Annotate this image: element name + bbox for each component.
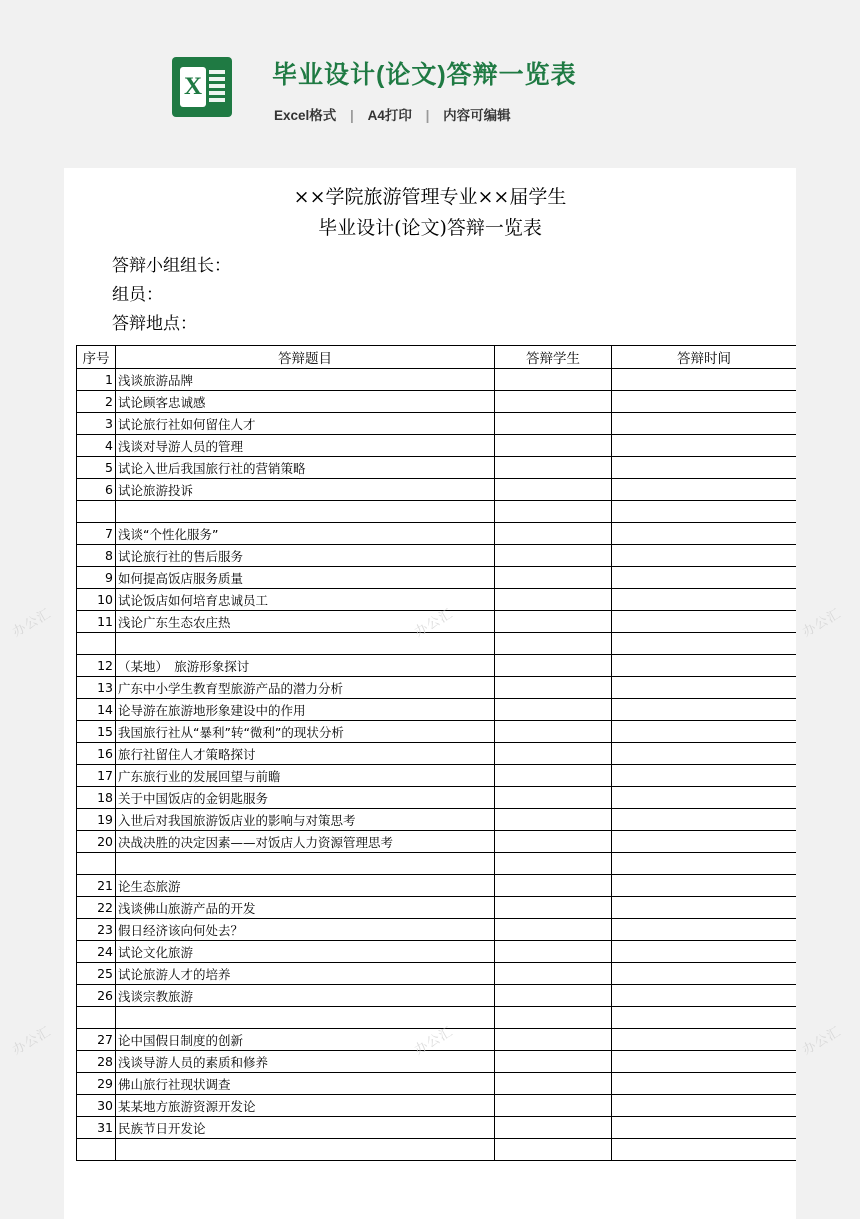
cell-time[interactable] — [612, 941, 797, 963]
cell-title[interactable]: 试论入世后我国旅行社的营销策略 — [116, 457, 495, 479]
cell-no[interactable]: 18 — [77, 787, 116, 809]
cell-no[interactable]: 4 — [77, 435, 116, 457]
cell-title[interactable]: 入世后对我国旅游饭店业的影响与对策思考 — [116, 809, 495, 831]
cell-no[interactable] — [77, 633, 116, 655]
table-row-blank — [77, 501, 797, 523]
cell-no[interactable]: 14 — [77, 699, 116, 721]
cell-time[interactable] — [612, 589, 797, 611]
cell-title[interactable]: 如何提高饭店服务质量 — [116, 567, 495, 589]
cell-no[interactable]: 28 — [77, 1051, 116, 1073]
cell-no[interactable]: 7 — [77, 523, 116, 545]
cell-student[interactable] — [495, 919, 612, 941]
meta-edit: 内容可编辑 — [443, 108, 511, 123]
cell-title[interactable]: 佛山旅行社现状调查 — [116, 1073, 495, 1095]
cell-title[interactable]: 论中国假日制度的创新 — [116, 1029, 495, 1051]
cell-student[interactable] — [495, 435, 612, 457]
cell-title[interactable]: 论生态旅游 — [116, 875, 495, 897]
cell-time[interactable] — [612, 611, 797, 633]
cell-student[interactable] — [495, 1051, 612, 1073]
watermark: 办公汇 — [800, 1024, 844, 1059]
cell-time[interactable] — [612, 985, 797, 1007]
cell-title[interactable] — [116, 1139, 495, 1161]
cell-time[interactable] — [612, 919, 797, 941]
column-header-time: 答辩时间 — [612, 346, 797, 369]
cell-time[interactable] — [612, 1117, 797, 1139]
document-preview — [64, 168, 796, 1219]
table-row — [77, 369, 797, 391]
table-row — [77, 655, 797, 677]
cell-no[interactable]: 27 — [77, 1029, 116, 1051]
cell-title[interactable]: 论导游在旅游地形象建设中的作用 — [116, 699, 495, 721]
document-title — [64, 182, 796, 244]
cell-title[interactable]: 某某地方旅游资源开发论 — [116, 1095, 495, 1117]
cell-time[interactable] — [612, 765, 797, 787]
cell-no[interactable]: 24 — [77, 941, 116, 963]
cell-no[interactable] — [77, 501, 116, 523]
watermark: 办公汇 — [10, 1024, 54, 1059]
cell-no[interactable]: 16 — [77, 743, 116, 765]
cell-time[interactable] — [612, 1095, 797, 1117]
cell-no[interactable]: 22 — [77, 897, 116, 919]
table-row-blank — [77, 633, 797, 655]
cell-title[interactable]: 试论旅游人才的培养 — [116, 963, 495, 985]
cell-title[interactable]: 浅论广东生态农庄热 — [116, 611, 495, 633]
cell-no[interactable]: 17 — [77, 765, 116, 787]
cell-title[interactable]: 浅谈导游人员的素质和修养 — [116, 1051, 495, 1073]
cell-student[interactable] — [495, 633, 612, 655]
cell-title[interactable]: 浅谈佛山旅游产品的开发 — [116, 897, 495, 919]
cell-time[interactable] — [612, 853, 797, 875]
table-row — [77, 589, 797, 611]
cell-student[interactable] — [495, 545, 612, 567]
cell-title[interactable]: 试论文化旅游 — [116, 941, 495, 963]
document-fields — [64, 252, 796, 339]
table-row — [77, 567, 797, 589]
cell-student[interactable] — [495, 1095, 612, 1117]
cell-title[interactable]: 浅谈旅游品牌 — [116, 369, 495, 391]
cell-time[interactable] — [612, 369, 797, 391]
field-location: 答辩地点： — [112, 314, 197, 334]
cell-student[interactable] — [495, 369, 612, 391]
cell-student[interactable] — [495, 479, 612, 501]
table-row — [77, 919, 797, 941]
document-title-line2: 毕业设计(论文)答辩一览表 — [318, 217, 542, 239]
cell-time[interactable] — [612, 479, 797, 501]
page-header — [0, 0, 860, 150]
cell-student[interactable] — [495, 391, 612, 413]
cell-time[interactable] — [612, 545, 797, 567]
cell-time[interactable] — [612, 1139, 797, 1161]
table-row — [77, 897, 797, 919]
cell-title[interactable]: 广东中小学生教育型旅游产品的潜力分析 — [116, 677, 495, 699]
page-subtitle — [274, 104, 511, 124]
cell-time[interactable] — [612, 721, 797, 743]
table-row — [77, 1117, 797, 1139]
cell-title[interactable] — [116, 1007, 495, 1029]
cell-title[interactable] — [116, 633, 495, 655]
table-row — [77, 1051, 797, 1073]
cell-title[interactable] — [116, 853, 495, 875]
table-row — [77, 413, 797, 435]
cell-title[interactable]: 试论旅行社如何留住人才 — [116, 413, 495, 435]
cell-title[interactable]: 假日经济该向何处去？ — [116, 919, 495, 941]
cell-time[interactable] — [612, 1029, 797, 1051]
cell-title[interactable]: 试论旅行社的售后服务 — [116, 545, 495, 567]
cell-no[interactable] — [77, 1139, 116, 1161]
cell-student[interactable] — [495, 765, 612, 787]
table-row — [77, 1073, 797, 1095]
cell-student[interactable] — [495, 457, 612, 479]
table-row — [77, 457, 797, 479]
cell-no[interactable]: 6 — [77, 479, 116, 501]
table-row — [77, 699, 797, 721]
table-row — [77, 985, 797, 1007]
table-row — [77, 809, 797, 831]
cell-no[interactable]: 5 — [77, 457, 116, 479]
cell-student[interactable] — [495, 743, 612, 765]
cell-no[interactable]: 21 — [77, 875, 116, 897]
cell-student[interactable] — [495, 1073, 612, 1095]
cell-student[interactable] — [495, 699, 612, 721]
cell-student[interactable] — [495, 831, 612, 853]
field-group-members: 组员： — [112, 285, 163, 305]
table-row — [77, 435, 797, 457]
cell-no[interactable] — [77, 1007, 116, 1029]
table-row — [77, 479, 797, 501]
column-header-student: 答辩学生 — [495, 346, 612, 369]
cell-time[interactable] — [612, 1007, 797, 1029]
table-row — [77, 677, 797, 699]
cell-no[interactable]: 25 — [77, 963, 116, 985]
cell-title[interactable] — [116, 501, 495, 523]
cell-no[interactable]: 8 — [77, 545, 116, 567]
cell-time[interactable] — [612, 655, 797, 677]
defense-table — [76, 345, 796, 1161]
cell-student[interactable] — [495, 1029, 612, 1051]
table-header-row — [77, 346, 797, 369]
cell-time[interactable] — [612, 1073, 797, 1095]
table-body — [77, 369, 797, 1161]
cell-no[interactable]: 2 — [77, 391, 116, 413]
table-row — [77, 1029, 797, 1051]
cell-title[interactable]: 浅谈宗教旅游 — [116, 985, 495, 1007]
table-row — [77, 765, 797, 787]
cell-no[interactable]: 13 — [77, 677, 116, 699]
cell-student[interactable] — [495, 413, 612, 435]
cell-no[interactable]: 1 — [77, 369, 116, 391]
excel-logo-grid — [209, 70, 225, 104]
table-row — [77, 831, 797, 853]
cell-title[interactable]: 试论顾客忠诚感 — [116, 391, 495, 413]
cell-student[interactable] — [495, 853, 612, 875]
field-group-leader: 答辩小组组长： — [112, 256, 231, 276]
cell-title[interactable]: 试论旅游投诉 — [116, 479, 495, 501]
column-header-title: 答辩题目 — [116, 346, 495, 369]
cell-no[interactable]: 31 — [77, 1117, 116, 1139]
watermark: 办公汇 — [412, 1024, 456, 1059]
excel-logo-letter: X — [180, 67, 206, 107]
cell-time[interactable] — [612, 413, 797, 435]
cell-time[interactable] — [612, 699, 797, 721]
cell-time[interactable] — [612, 897, 797, 919]
cell-student[interactable] — [495, 523, 612, 545]
table-row — [77, 743, 797, 765]
cell-no[interactable]: 3 — [77, 413, 116, 435]
cell-time[interactable] — [612, 787, 797, 809]
column-header-no: 序号 — [77, 346, 116, 369]
table-row — [77, 963, 797, 985]
table-row — [77, 941, 797, 963]
cell-student[interactable] — [495, 567, 612, 589]
cell-no[interactable]: 15 — [77, 721, 116, 743]
cell-student[interactable] — [495, 787, 612, 809]
cell-student[interactable] — [495, 941, 612, 963]
table-row — [77, 391, 797, 413]
cell-time[interactable] — [612, 457, 797, 479]
cell-no[interactable]: 19 — [77, 809, 116, 831]
cell-title[interactable]: （某地） 旅游形象探讨 — [116, 655, 495, 677]
cell-no[interactable]: 26 — [77, 985, 116, 1007]
watermark: 办公汇 — [412, 606, 456, 641]
table-row-blank — [77, 853, 797, 875]
table-row-blank — [77, 1139, 797, 1161]
cell-student[interactable] — [495, 985, 612, 1007]
cell-student[interactable] — [495, 655, 612, 677]
cell-time[interactable] — [612, 831, 797, 853]
cell-title[interactable]: 决战决胜的决定因素——对饭店人力资源管理思考 — [116, 831, 495, 853]
cell-title[interactable]: 我国旅行社从“暴利”转“微利”的现状分析 — [116, 721, 495, 743]
cell-no[interactable]: 23 — [77, 919, 116, 941]
document-title-line1: ××学院旅游管理专业××届学生 — [293, 186, 567, 208]
cell-title[interactable]: 广东旅行业的发展回望与前瞻 — [116, 765, 495, 787]
table-row — [77, 1095, 797, 1117]
cell-no[interactable]: 11 — [77, 611, 116, 633]
cell-time[interactable] — [612, 875, 797, 897]
table-row — [77, 721, 797, 743]
cell-no[interactable]: 12 — [77, 655, 116, 677]
cell-no[interactable]: 10 — [77, 589, 116, 611]
excel-logo-icon — [172, 57, 232, 117]
table-row — [77, 611, 797, 633]
cell-no[interactable]: 29 — [77, 1073, 116, 1095]
table-row-blank — [77, 1007, 797, 1029]
page-title: 毕业设计(论文)答辩一览表 — [272, 61, 577, 89]
cell-time[interactable] — [612, 743, 797, 765]
cell-student[interactable] — [495, 721, 612, 743]
cell-time[interactable] — [612, 523, 797, 545]
cell-no[interactable] — [77, 853, 116, 875]
cell-student[interactable] — [495, 1007, 612, 1029]
cell-student[interactable] — [495, 809, 612, 831]
cell-student[interactable] — [495, 1117, 612, 1139]
table-row — [77, 787, 797, 809]
cell-student[interactable] — [495, 897, 612, 919]
cell-student[interactable] — [495, 677, 612, 699]
cell-student[interactable] — [495, 589, 612, 611]
cell-time[interactable] — [612, 677, 797, 699]
cell-no[interactable]: 20 — [77, 831, 116, 853]
cell-title[interactable]: 浅谈“个性化服务” — [116, 523, 495, 545]
cell-student[interactable] — [495, 1139, 612, 1161]
meta-print: A4打印 — [367, 108, 412, 123]
watermark: 办公汇 — [800, 606, 844, 641]
cell-student[interactable] — [495, 611, 612, 633]
meta-format: Excel格式 — [274, 108, 337, 123]
meta-separator-1: | — [350, 108, 354, 123]
cell-title[interactable]: 旅行社留住人才策略探讨 — [116, 743, 495, 765]
cell-no[interactable]: 9 — [77, 567, 116, 589]
cell-title[interactable]: 试论饭店如何培育忠诚员工 — [116, 589, 495, 611]
cell-time[interactable] — [612, 435, 797, 457]
cell-no[interactable]: 30 — [77, 1095, 116, 1117]
table-row — [77, 545, 797, 567]
table-row — [77, 875, 797, 897]
cell-time[interactable] — [612, 809, 797, 831]
cell-time[interactable] — [612, 391, 797, 413]
cell-time[interactable] — [612, 501, 797, 523]
cell-student[interactable] — [495, 501, 612, 523]
cell-time[interactable] — [612, 963, 797, 985]
meta-separator-2: | — [425, 108, 430, 123]
cell-time[interactable] — [612, 1051, 797, 1073]
cell-title[interactable]: 关于中国饭店的金钥匙服务 — [116, 787, 495, 809]
cell-time[interactable] — [612, 567, 797, 589]
cell-student[interactable] — [495, 875, 612, 897]
cell-title[interactable]: 民族节日开发论 — [116, 1117, 495, 1139]
watermark: 办公汇 — [10, 606, 54, 641]
cell-time[interactable] — [612, 633, 797, 655]
cell-student[interactable] — [495, 963, 612, 985]
cell-title[interactable]: 浅谈对导游人员的管理 — [116, 435, 495, 457]
table-row — [77, 523, 797, 545]
